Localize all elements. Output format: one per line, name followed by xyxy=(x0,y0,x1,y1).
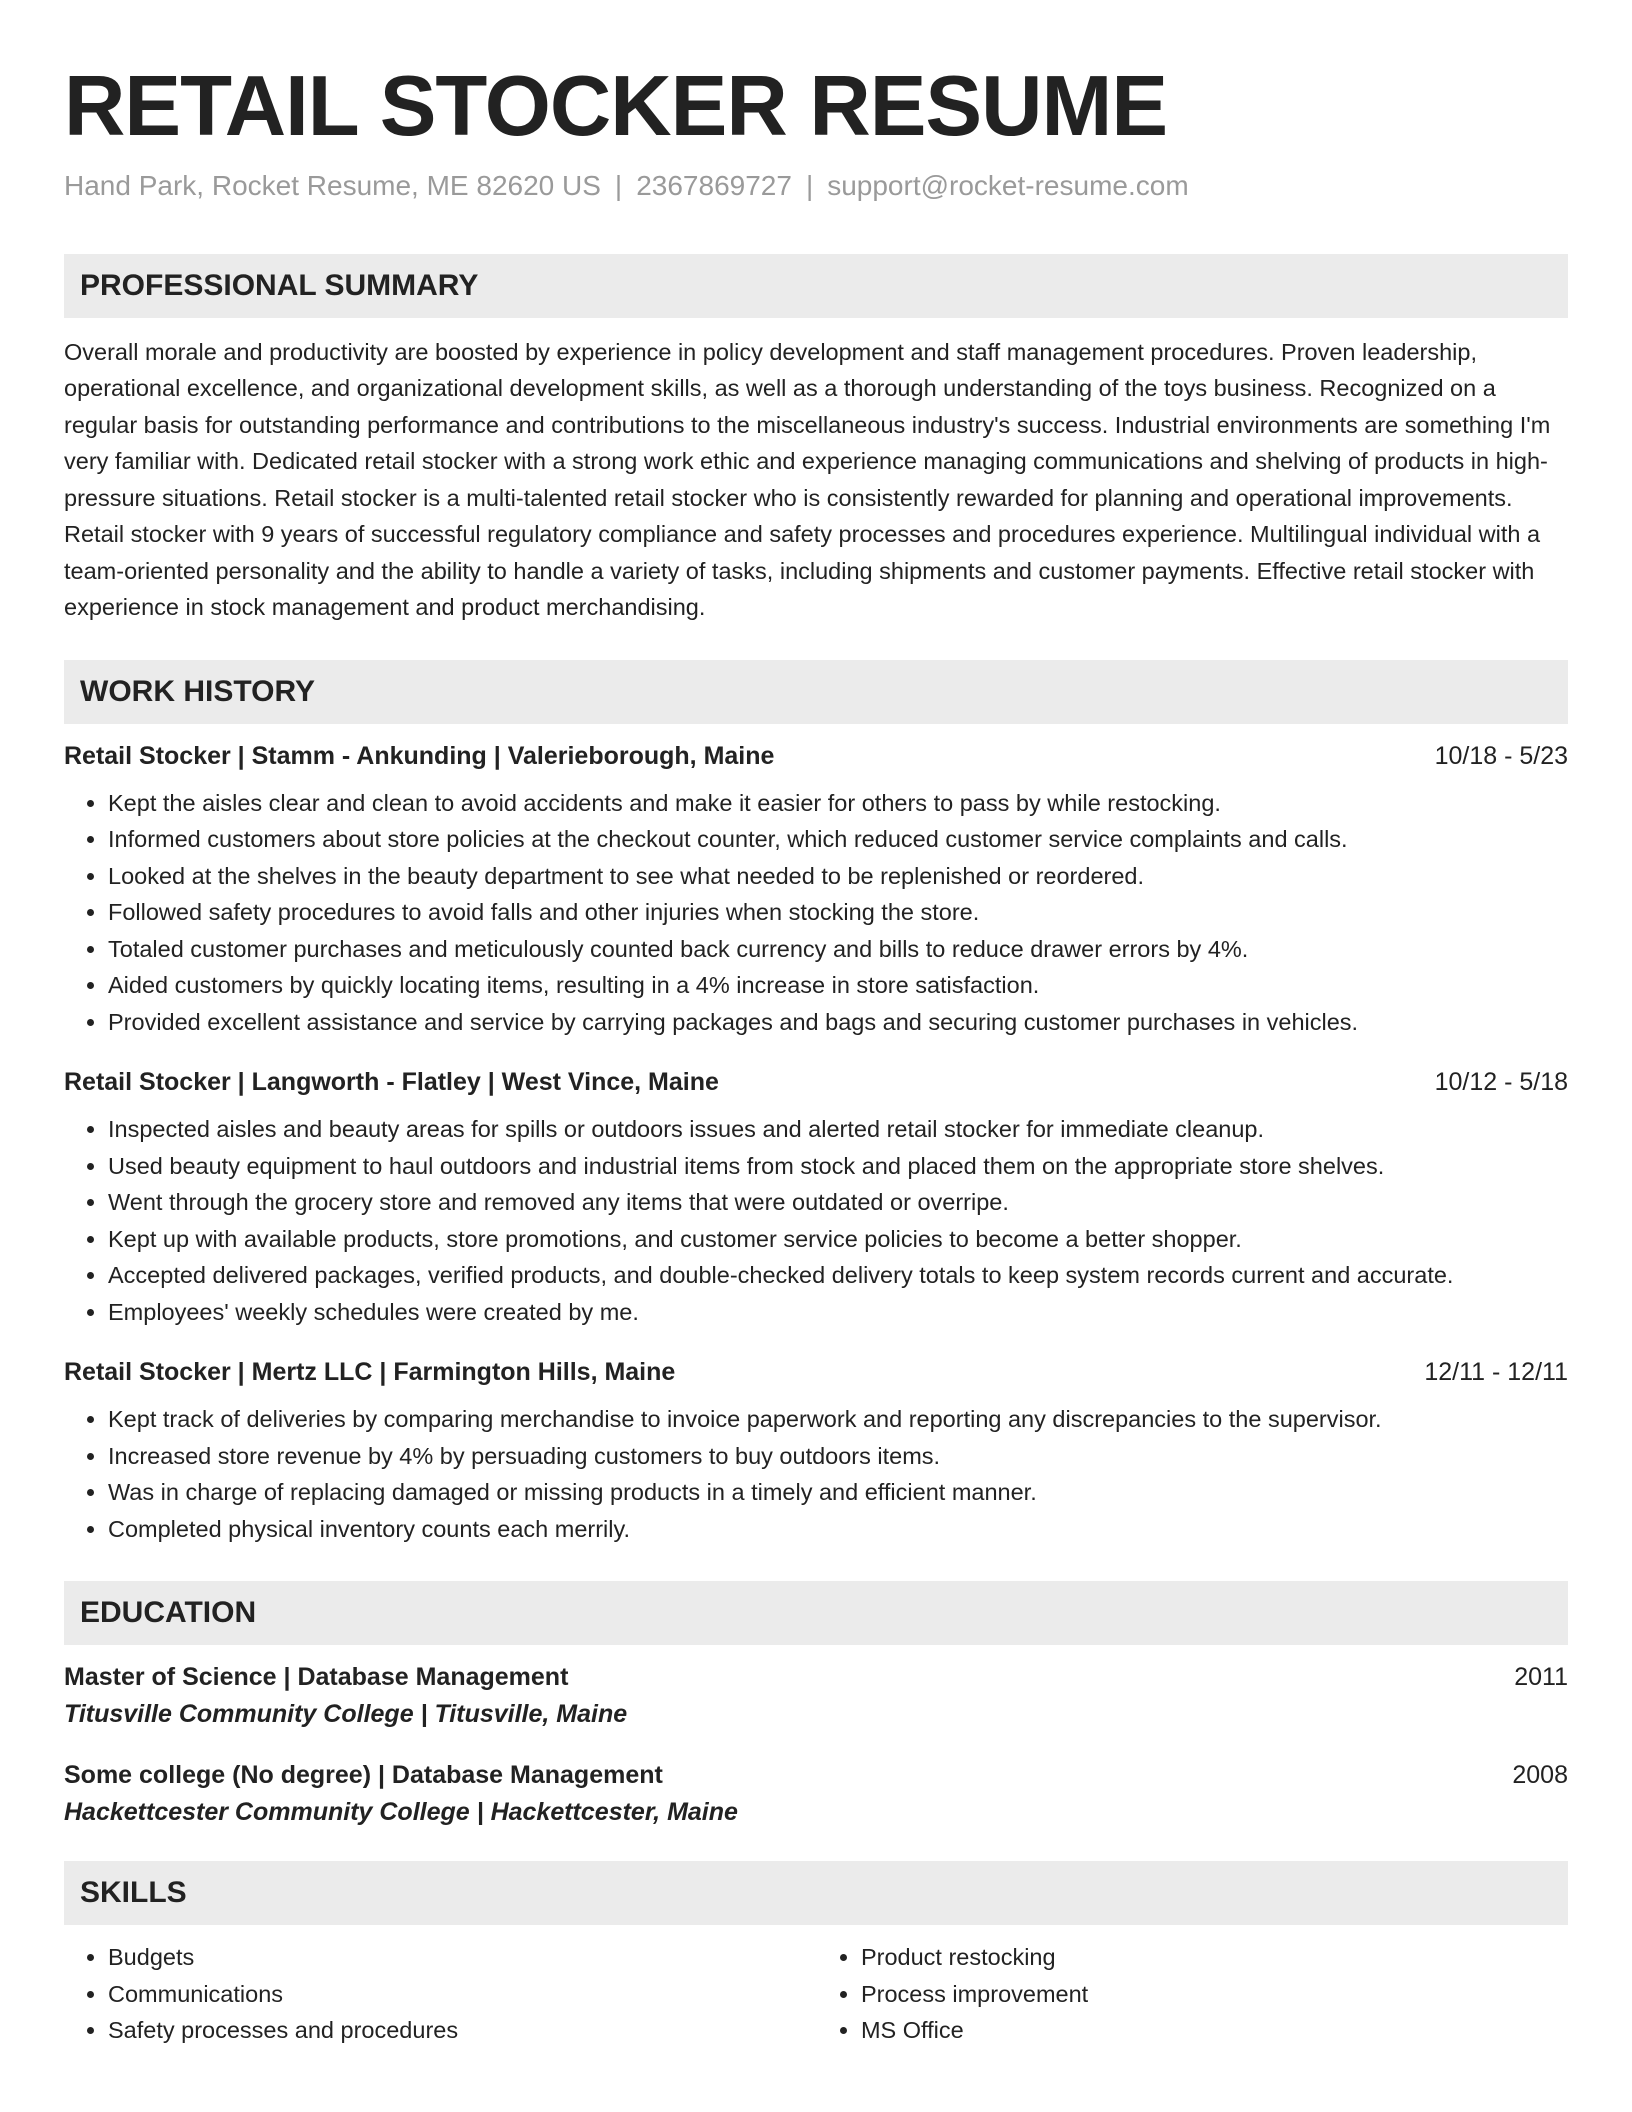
contact-email: support@rocket-resume.com xyxy=(827,169,1189,201)
education-header xyxy=(64,1761,1568,1790)
education-year: 2011 xyxy=(1514,1663,1568,1692)
job-bullet: • Used beauty equipment to haul outdoors and industrial items from stock and placed them on the appropriate store shelves. xyxy=(108,1148,1568,1185)
job-title: Retail Stocker | Mertz LLC | Farmington Hills, Maine xyxy=(64,1358,676,1387)
job-bullet: • Provided excellent assistance and service by carrying packages and bags and securing customer purchases in vehicles. xyxy=(108,1004,1568,1041)
job-bullet: • Kept up with available products, store promotions, and customer service policies to become a better shopper. xyxy=(108,1221,1568,1258)
education-entry xyxy=(64,1663,1568,1729)
job-bullet: • Looked at the shelves in the beauty department to see what needed to be replenished or reordered. xyxy=(108,858,1568,895)
skill-item: • Communications xyxy=(108,1976,817,2013)
summary-text: Overall morale and productivity are boosted by experience in policy development and staff management procedures. Proven leadership, operational excellence, and organizational development skills, as well as a thorough understanding of the toys business. Recognized on a regular basis for outstanding performance and contributions to the miscellaneous industry's success. Industrial environments are something I'm very familiar with. Dedicated retail stocker with a strong work ethic and experience managing communications and shelving of products in high-pressure situations. Retail stocker is a multi-talented retail stocker who is consistently rewarded for planning and operational improvements. Retail stocker with 9 years of successful regulatory compliance and safety processes and procedures experience. Multilingual individual with a team-oriented personality and the ability to handle a variety of tasks, including shipments and customer payments. Effective retail stocker with experience in stock management and product merchandising. xyxy=(64,338,1551,621)
job-bullet: • Inspected aisles and beauty areas for spills or outdoors issues and alerted retail stocker for immediate cleanup. xyxy=(108,1111,1568,1148)
education-header xyxy=(64,1663,1568,1692)
job-bullets xyxy=(64,1401,1568,1547)
contact-separator: | xyxy=(614,169,623,201)
job-bullet: • Went through the grocery store and removed any items that were outdated or overripe. xyxy=(108,1184,1568,1221)
job-header xyxy=(64,1358,1568,1387)
job-entry xyxy=(64,1068,1568,1330)
job-header xyxy=(64,1068,1568,1097)
education-degree: Some college (No degree) | Database Management xyxy=(64,1761,663,1790)
skills-column-right xyxy=(817,1939,1568,2049)
work-history-heading: WORK HISTORY xyxy=(64,660,1568,724)
resume-title: RETAIL STOCKER RESUME xyxy=(64,59,1168,154)
job-bullet: • Completed physical inventory counts each merrily. xyxy=(108,1511,1568,1548)
job-dates: 10/18 - 5/23 xyxy=(1434,741,1568,770)
education-year: 2008 xyxy=(1512,1761,1568,1790)
job-bullet: • Accepted delivered packages, verified products, and double-checked delivery totals to keep system records current and accurate. xyxy=(108,1257,1568,1294)
job-bullet: • Informed customers about store policies at the checkout counter, which reduced customer service complaints and calls. xyxy=(108,821,1568,858)
education-degree: Master of Science | Database Management xyxy=(64,1663,569,1692)
job-bullet: • Employees' weekly schedules were created by me. xyxy=(108,1294,1568,1331)
skills-heading: SKILLS xyxy=(64,1861,1568,1925)
job-bullet: • Increased store revenue by 4% by persuading customers to buy outdoors items. xyxy=(108,1438,1568,1475)
job-bullet: • Kept track of deliveries by comparing merchandise to invoice paperwork and reporting any discrepancies to the supervisor. xyxy=(108,1401,1568,1438)
job-header xyxy=(64,742,1568,771)
job-bullets xyxy=(64,1111,1568,1330)
job-bullet: • Aided customers by quickly locating items, resulting in a 4% increase in store satisfaction. xyxy=(108,967,1568,1004)
job-entry xyxy=(64,742,1568,1041)
job-dates: 12/11 - 12/11 xyxy=(1424,1358,1568,1387)
job-title: Retail Stocker | Langworth - Flatley | West Vince, Maine xyxy=(64,1068,719,1097)
skill-item: • Process improvement xyxy=(861,1976,1568,2013)
job-bullet: • Totaled customer purchases and meticulously counted back currency and bills to reduce drawer errors by 4%. xyxy=(108,931,1568,968)
job-bullet: • Kept the aisles clear and clean to avoid accidents and make it easier for others to pass by while restocking. xyxy=(108,785,1568,822)
job-bullet: • Was in charge of replacing damaged or missing products in a timely and efficient manner. xyxy=(108,1474,1568,1511)
job-entry xyxy=(64,1358,1568,1547)
education-entry xyxy=(64,1761,1568,1827)
skills-list xyxy=(64,1939,1568,2049)
education-school: Hackettcester Community College | Hackettcester, Maine xyxy=(64,1798,738,1827)
contact-phone: 2367869727 xyxy=(636,169,792,201)
job-bullets xyxy=(64,785,1568,1041)
contact-address: Hand Park, Rocket Resume, ME 82620 US xyxy=(64,169,601,201)
summary-heading: PROFESSIONAL SUMMARY xyxy=(64,254,1568,318)
job-dates: 10/12 - 5/18 xyxy=(1434,1068,1568,1097)
contact-line xyxy=(64,170,1568,202)
education-school: Titusville Community College | Titusville, Maine xyxy=(64,1700,628,1729)
skills-column-left xyxy=(64,1939,817,2049)
skill-item: • Budgets xyxy=(108,1939,817,1976)
job-bullet: • Followed safety procedures to avoid falls and other injuries when stocking the store. xyxy=(108,894,1568,931)
contact-separator: | xyxy=(805,169,814,201)
skill-item: • Product restocking xyxy=(861,1939,1568,1976)
skill-item: • MS Office xyxy=(861,2012,1568,2049)
skill-item: • Safety processes and procedures xyxy=(108,2012,817,2049)
education-heading: EDUCATION xyxy=(64,1581,1568,1645)
job-title: Retail Stocker | Stamm - Ankunding | Valerieborough, Maine xyxy=(64,741,775,770)
